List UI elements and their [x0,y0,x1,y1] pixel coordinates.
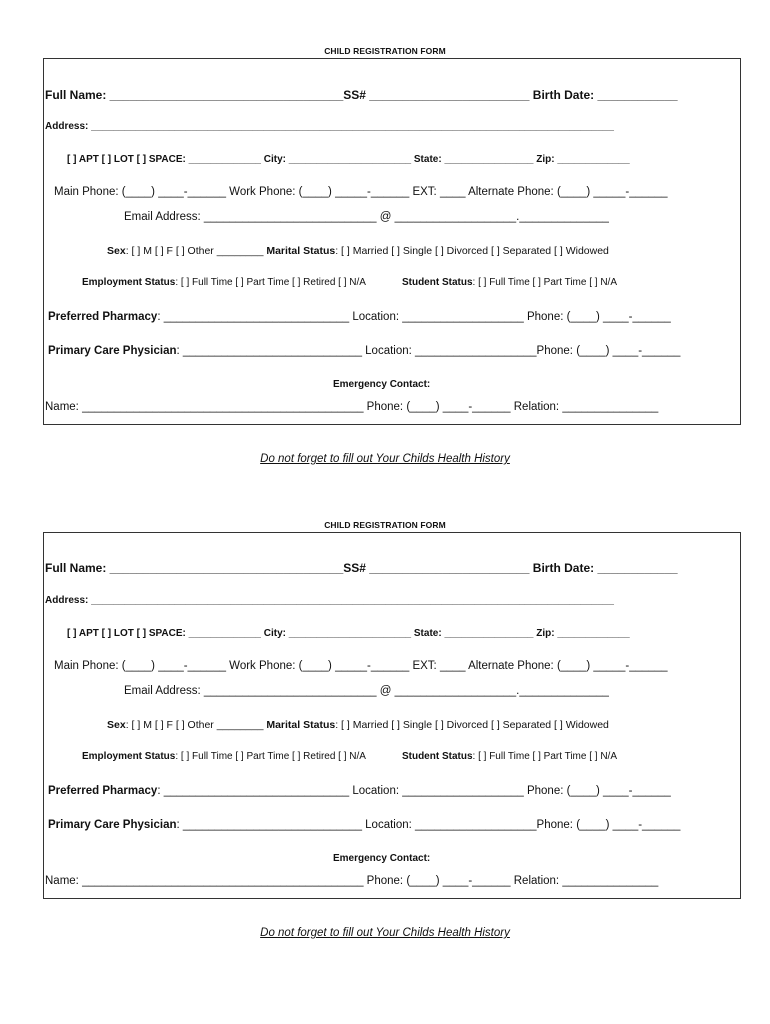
ss-label: SS# [343,88,366,102]
sex-label: Sex [107,245,126,257]
state-label: State: [413,154,442,165]
pharmacy-row[interactable] [48,785,671,797]
marital-status-options[interactable]: : [ ] Married [ ] Single [ ] Divorced [ ] Separated [ ] Widowed [335,719,609,731]
employment-student-row[interactable] [82,277,617,288]
student-status-options[interactable]: : [ ] Full Time [ ] Part Time [ ] N/A [472,751,618,762]
sex-marital-row[interactable] [107,245,609,257]
apt-lot-space-label: [ ] APT [ ] LOT [ ] SPACE: [67,154,186,165]
birth-date-label: Birth Date: [532,561,595,575]
form-title: CHILD REGISTRATION FORM [324,46,446,56]
address-field[interactable]: ______________________________________________________________________________________________ [88,121,614,132]
full-name-field[interactable]: ___________________________________ [106,88,344,102]
marital-status-label: Marital Status [266,719,336,731]
physician-row[interactable] [48,819,680,831]
sex-label: Sex [107,719,126,731]
physician-label: Primary Care Physician [48,819,177,831]
form-border [43,58,741,425]
physician-label: Primary Care Physician [48,345,177,357]
birth-date-field[interactable]: ____________ [594,561,678,575]
sex-marital-row[interactable] [107,719,609,731]
health-history-reminder: Do not forget to fill out Your Childs Health History [260,453,510,465]
phones-row[interactable]: Main Phone: (____) ____-______ Work Phone: (____) _____-______ EXT: ____ Alternate Phone: (____) _____-______ [54,186,668,198]
student-status-label: Student Status [401,751,473,762]
residence-row[interactable] [67,628,630,639]
employment-status-label: Employment Status [82,751,176,762]
pharmacy-label: Preferred Pharmacy [48,311,158,323]
full-name-label: Full Name: [45,561,107,575]
state-field[interactable]: ________________ [441,154,537,165]
student-status-label: Student Status [401,277,473,288]
phones-row[interactable]: Main Phone: (____) ____-______ Work Phone: (____) _____-______ EXT: ____ Alternate Phone: (____) _____-______ [54,660,668,672]
apt-field[interactable]: _____________ [185,154,264,165]
form-border [43,532,741,899]
apt-field[interactable]: _____________ [185,628,264,639]
emergency-contact-row[interactable]: Name: ____________________________________________ Phone: (____) ____-______ Relation: _______________ [45,875,659,887]
state-label: State: [413,628,442,639]
city-field[interactable]: ______________________ [285,628,414,639]
emergency-contact-heading: Emergency Contact: [333,379,431,390]
employment-student-row[interactable] [82,751,617,762]
email-row[interactable]: Email Address: ___________________________ @ ___________________.______________ [124,685,609,697]
sex-options[interactable]: : [ ] M [ ] F [ ] Other ________ [125,245,267,257]
form-title: CHILD REGISTRATION FORM [324,520,446,530]
full-name-row[interactable] [45,88,678,102]
physician-fields[interactable]: : ____________________________ Location: ___________________Phone: (____) ____-______ [176,345,681,357]
address-label: Address: [45,595,89,606]
full-name-label: Full Name: [45,88,107,102]
address-row[interactable] [45,121,614,132]
marital-status-options[interactable]: : [ ] Married [ ] Single [ ] Divorced [ ] Separated [ ] Widowed [335,245,609,257]
pharmacy-row[interactable] [48,311,671,323]
city-label: City: [263,154,286,165]
email-row[interactable]: Email Address: ___________________________ @ ___________________.______________ [124,211,609,223]
city-field[interactable]: ______________________ [285,154,414,165]
emergency-contact-heading: Emergency Contact: [333,853,431,864]
address-field[interactable]: ______________________________________________________________________________________________ [88,595,614,606]
birth-date-label: Birth Date: [532,88,595,102]
student-status-options[interactable]: : [ ] Full Time [ ] Part Time [ ] N/A [472,277,618,288]
employment-status-options[interactable]: : [ ] Full Time [ ] Part Time [ ] Retired [ ] N/A [175,277,366,288]
ss-field[interactable]: ________________________ [365,88,533,102]
address-label: Address: [45,121,89,132]
pharmacy-fields[interactable]: : _____________________________ Location: ___________________ Phone: (____) ____-______ [157,311,671,323]
physician-row[interactable] [48,345,680,357]
zip-label: Zip: [536,154,555,165]
employment-status-options[interactable]: : [ ] Full Time [ ] Part Time [ ] Retired [ ] N/A [175,751,366,762]
state-field[interactable]: ________________ [441,628,537,639]
residence-row[interactable] [67,154,630,165]
zip-label: Zip: [536,628,555,639]
ss-label: SS# [343,561,366,575]
full-name-field[interactable]: ___________________________________ [106,561,344,575]
apt-lot-space-label: [ ] APT [ ] LOT [ ] SPACE: [67,628,186,639]
zip-field[interactable]: _____________ [554,628,630,639]
pharmacy-fields[interactable]: : _____________________________ Location: ___________________ Phone: (____) ____-______ [157,785,671,797]
city-label: City: [263,628,286,639]
zip-field[interactable]: _____________ [554,154,630,165]
employment-status-label: Employment Status [82,277,176,288]
emergency-contact-row[interactable]: Name: ____________________________________________ Phone: (____) ____-______ Relation: _______________ [45,401,659,413]
pharmacy-label: Preferred Pharmacy [48,785,158,797]
health-history-reminder: Do not forget to fill out Your Childs Health History [260,927,510,939]
marital-status-label: Marital Status [266,245,336,257]
address-row[interactable] [45,595,614,606]
physician-fields[interactable]: : ____________________________ Location: ___________________Phone: (____) ____-______ [176,819,681,831]
full-name-row[interactable] [45,561,678,575]
sex-options[interactable]: : [ ] M [ ] F [ ] Other ________ [125,719,267,731]
ss-field[interactable]: ________________________ [365,561,533,575]
birth-date-field[interactable]: ____________ [594,88,678,102]
